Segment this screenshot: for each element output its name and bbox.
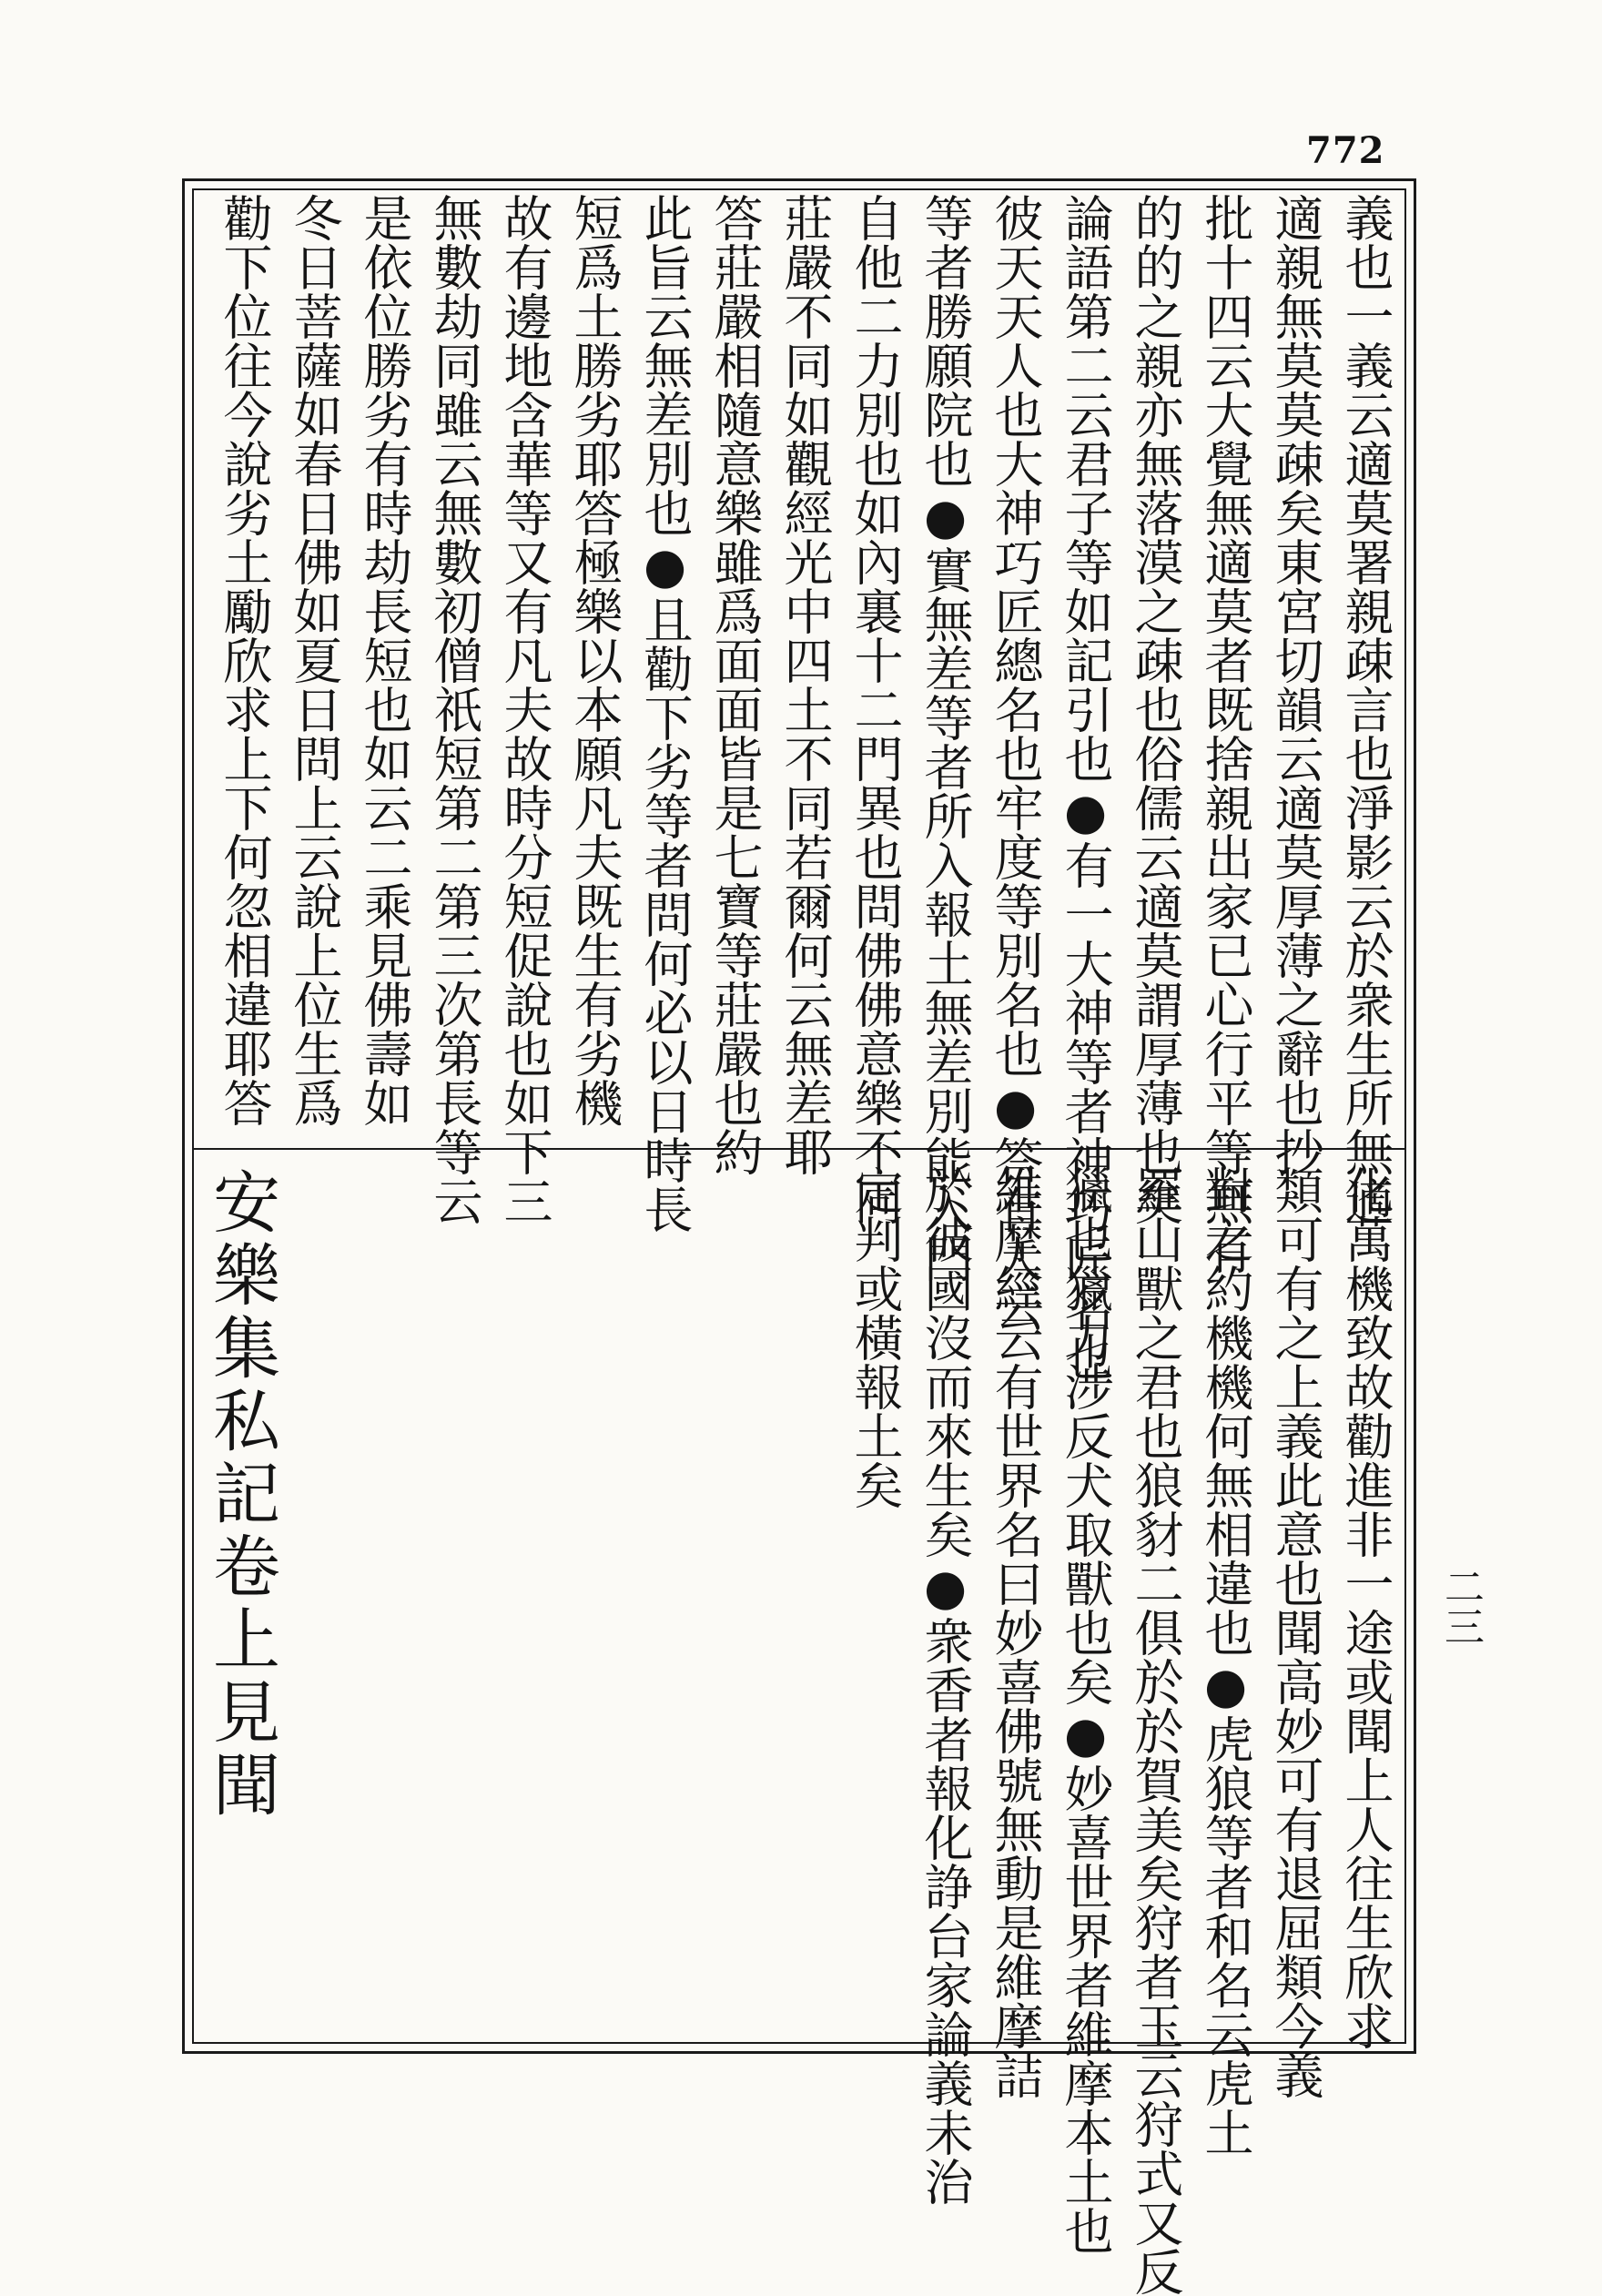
text-column: 無數劫同雖云無數初僧祇短第二第三次第長等云 — [426, 193, 483, 1225]
text-column: 等者勝願院也●實無差等者所入報土無差別能入門 — [917, 193, 974, 1283]
text-column: 莊嚴不同如觀經光中四土不同若爾何云無差耶 — [776, 193, 834, 1176]
text-column: 短爲土勝劣耶答極樂以本願凡夫既生有劣機 — [566, 193, 624, 1127]
side-page-marker: 二三 — [1437, 1566, 1484, 1646]
chapter-title: 安樂集私記卷上見聞 — [202, 1167, 280, 1823]
text-column: 維摩經云有世界名曰妙喜佛號無動是維摩詰 — [987, 1165, 1044, 2099]
page-number: 772 — [1306, 129, 1385, 172]
text-column: 化萬機致故勸進非一途或聞上人往生欣求 — [1337, 1165, 1394, 2050]
text-column: 勸下位往今說劣土勵欣求上下何忽相違耶答 — [216, 193, 273, 1127]
text-column: 義也一義云適莫署親疎言也淨影云於衆生所無適 — [1337, 193, 1394, 1225]
text-column: 獵也獵力涉反犬取獸也矣●妙喜世界者維摩本土也 — [1057, 1165, 1114, 2255]
text-column: 是依位勝劣有時劫長短也如云二乘見佛壽如 — [356, 193, 413, 1127]
text-column: 類可有之上義此意也聞高妙可有退屈類今義 — [1267, 1165, 1324, 2099]
text-column: 彼天天人也大神巧匠總名也牢度等別名也●答有人云 — [987, 193, 1044, 1332]
text-column: 自他二力別也如內裏十二門異也問佛佛意樂不同 — [847, 193, 904, 1225]
text-column: 羅山獸之君也狼豺二俱於於賀美矣狩者玉云狩式又反 — [1127, 1165, 1184, 2296]
text-column: 此旨云無差別也●且勸下劣等者問何必以日時長 — [636, 193, 694, 1234]
text-column: 於彼國沒而來生矣●衆香者報化諍台家論義未治 — [917, 1165, 974, 2206]
text-column: 適親無莫莫疎矣東宮切韻云適莫厚薄之辭也抄 — [1267, 193, 1324, 1176]
text-column: 批十四云大覺無適莫者既捨親出家已心行平等無有 — [1197, 193, 1254, 1275]
text-column: 定判或橫報土矣 — [847, 1165, 904, 1509]
text-column: 故有邊地含華等又有凡夫故時分短促說也如下三 — [496, 193, 553, 1225]
bottom-text-section — [191, 1165, 1411, 2296]
text-column: 答莊嚴相隨意樂雖爲面面皆是七寶等莊嚴也約 — [706, 193, 764, 1176]
text-column: 的的之親亦無落漠之疎也俗儒云適莫謂厚薄也矣 — [1127, 193, 1184, 1225]
text-column: 論語第二云君子等如記引也●有一大神等者神巧匠名也 — [1057, 193, 1114, 1381]
text-column: 冬日菩薩如春日佛如夏日問上云說上位生爲 — [286, 193, 343, 1127]
text-column: 對之約機機何無相違也●虎狼等者和名云虎土 — [1197, 1165, 1254, 2157]
